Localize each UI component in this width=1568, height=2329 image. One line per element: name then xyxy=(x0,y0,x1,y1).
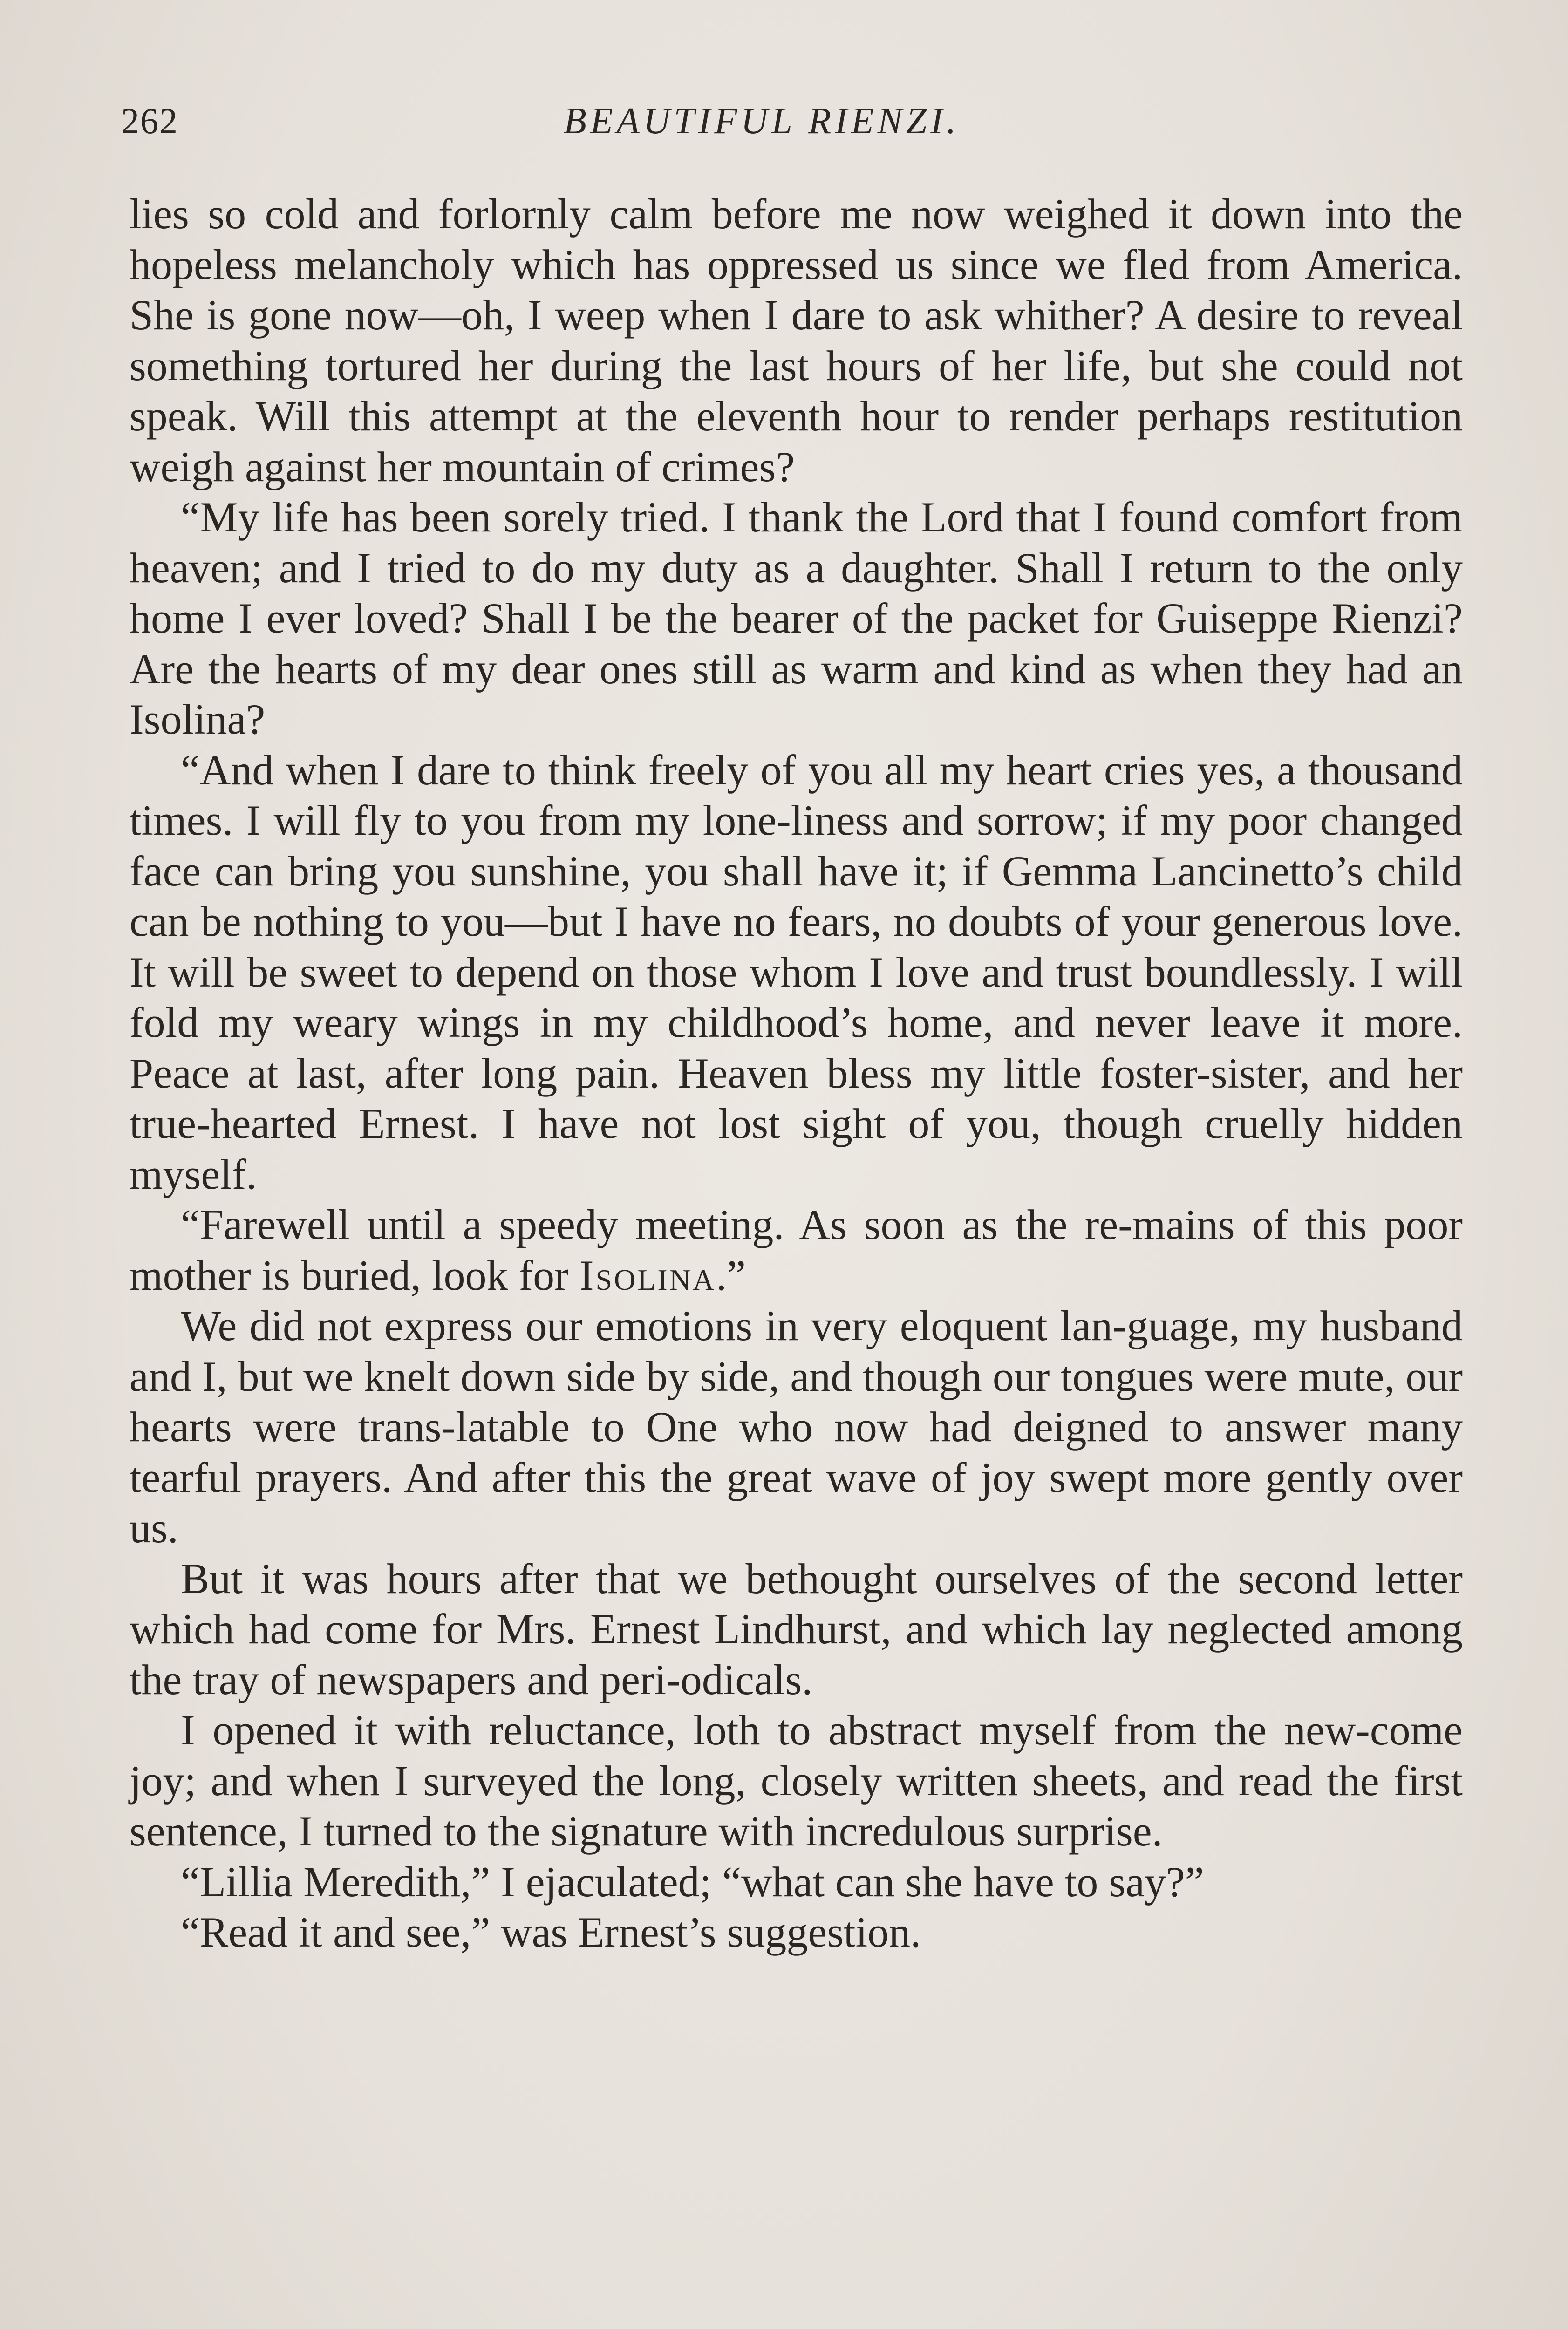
paragraph: “My life has been sorely tried. I thank the Lord that I found comfort from heaven; and I tried to do my duty as a daughter. Shall I return to the only home I ever loved? Shall I be the bearer of the packet for Guiseppe Rienzi? Are the hearts of my dear ones still as warm and kind as when they had an Isolina? xyxy=(130,493,1463,743)
paragraph: “Read it and see,” was Ernest’s suggestion. xyxy=(181,1908,921,1956)
paragraph: “Lillia Meredith,” I ejaculated; “what can she have to say?” xyxy=(181,1858,1204,1906)
page-header xyxy=(121,93,1472,149)
signature-close: .” xyxy=(716,1251,746,1299)
paragraph: I opened it with reluctance, loth to abstract myself from the new-come joy; and when I surveyed the long, closely written sheets, and read the first sentence, I turned to the signature with incredulous surprise. xyxy=(130,1706,1463,1855)
paragraph: “And when I dare to think freely of you all my heart cries yes, a thousand times. I will fly to you from my lone-liness and sorrow; if my poor changed face can bring you sunshine, you shall have it; if Gemma Lancinetto’s child can be nothing to you—but I have no fears, no doubts of your generous love. It will be sweet to depend on those whom I love and trust boundlessly. I will fold my weary wings in my childhood’s home, and never leave it more. Peace at last, after long pain. Heaven bless my little foster-sister, and her true-hearted Ernest. I have not lost sight of you, though cruelly hidden myself. xyxy=(130,746,1463,1198)
paragraph: But it was hours after that we bethought ourselves of the second letter which had come for Mrs. Ernest Lindhurst, and which lay neglected among the tray of newspapers and peri-odicals. xyxy=(130,1554,1463,1703)
paragraph-text: “Farewell until a speedy meeting. As soon as the re-mains of this poor mother is buried, look for xyxy=(130,1201,1463,1299)
running-head: BEAUTIFUL RIENZI. xyxy=(564,101,960,142)
paragraph-with-signature xyxy=(130,1199,1463,1301)
page-number: 262 xyxy=(121,101,178,141)
paragraph: We did not express our emotions in very eloquent lan-guage, my husband and I, but we knelt down side by side, and though our tongues were mute, our hearts were trans-latable to One who now had deigned to answer many tearful prayers. And after this the great wave of joy swept more gently over us. xyxy=(130,1302,1463,1552)
letter-signature: Isolina xyxy=(579,1251,716,1299)
body-text xyxy=(130,189,1463,1958)
paragraph: lies so cold and forlornly calm before me now weighed it down into the hopeless melancholy which has oppressed us since we fled from America. She is gone now—oh, I weep when I dare to ask whither? A desire to reveal something tortured her during the last hours of her life, but she could not speak. Will this attempt at the eleventh hour to render perhaps restitution weigh against her mountain of crimes? xyxy=(130,190,1463,490)
